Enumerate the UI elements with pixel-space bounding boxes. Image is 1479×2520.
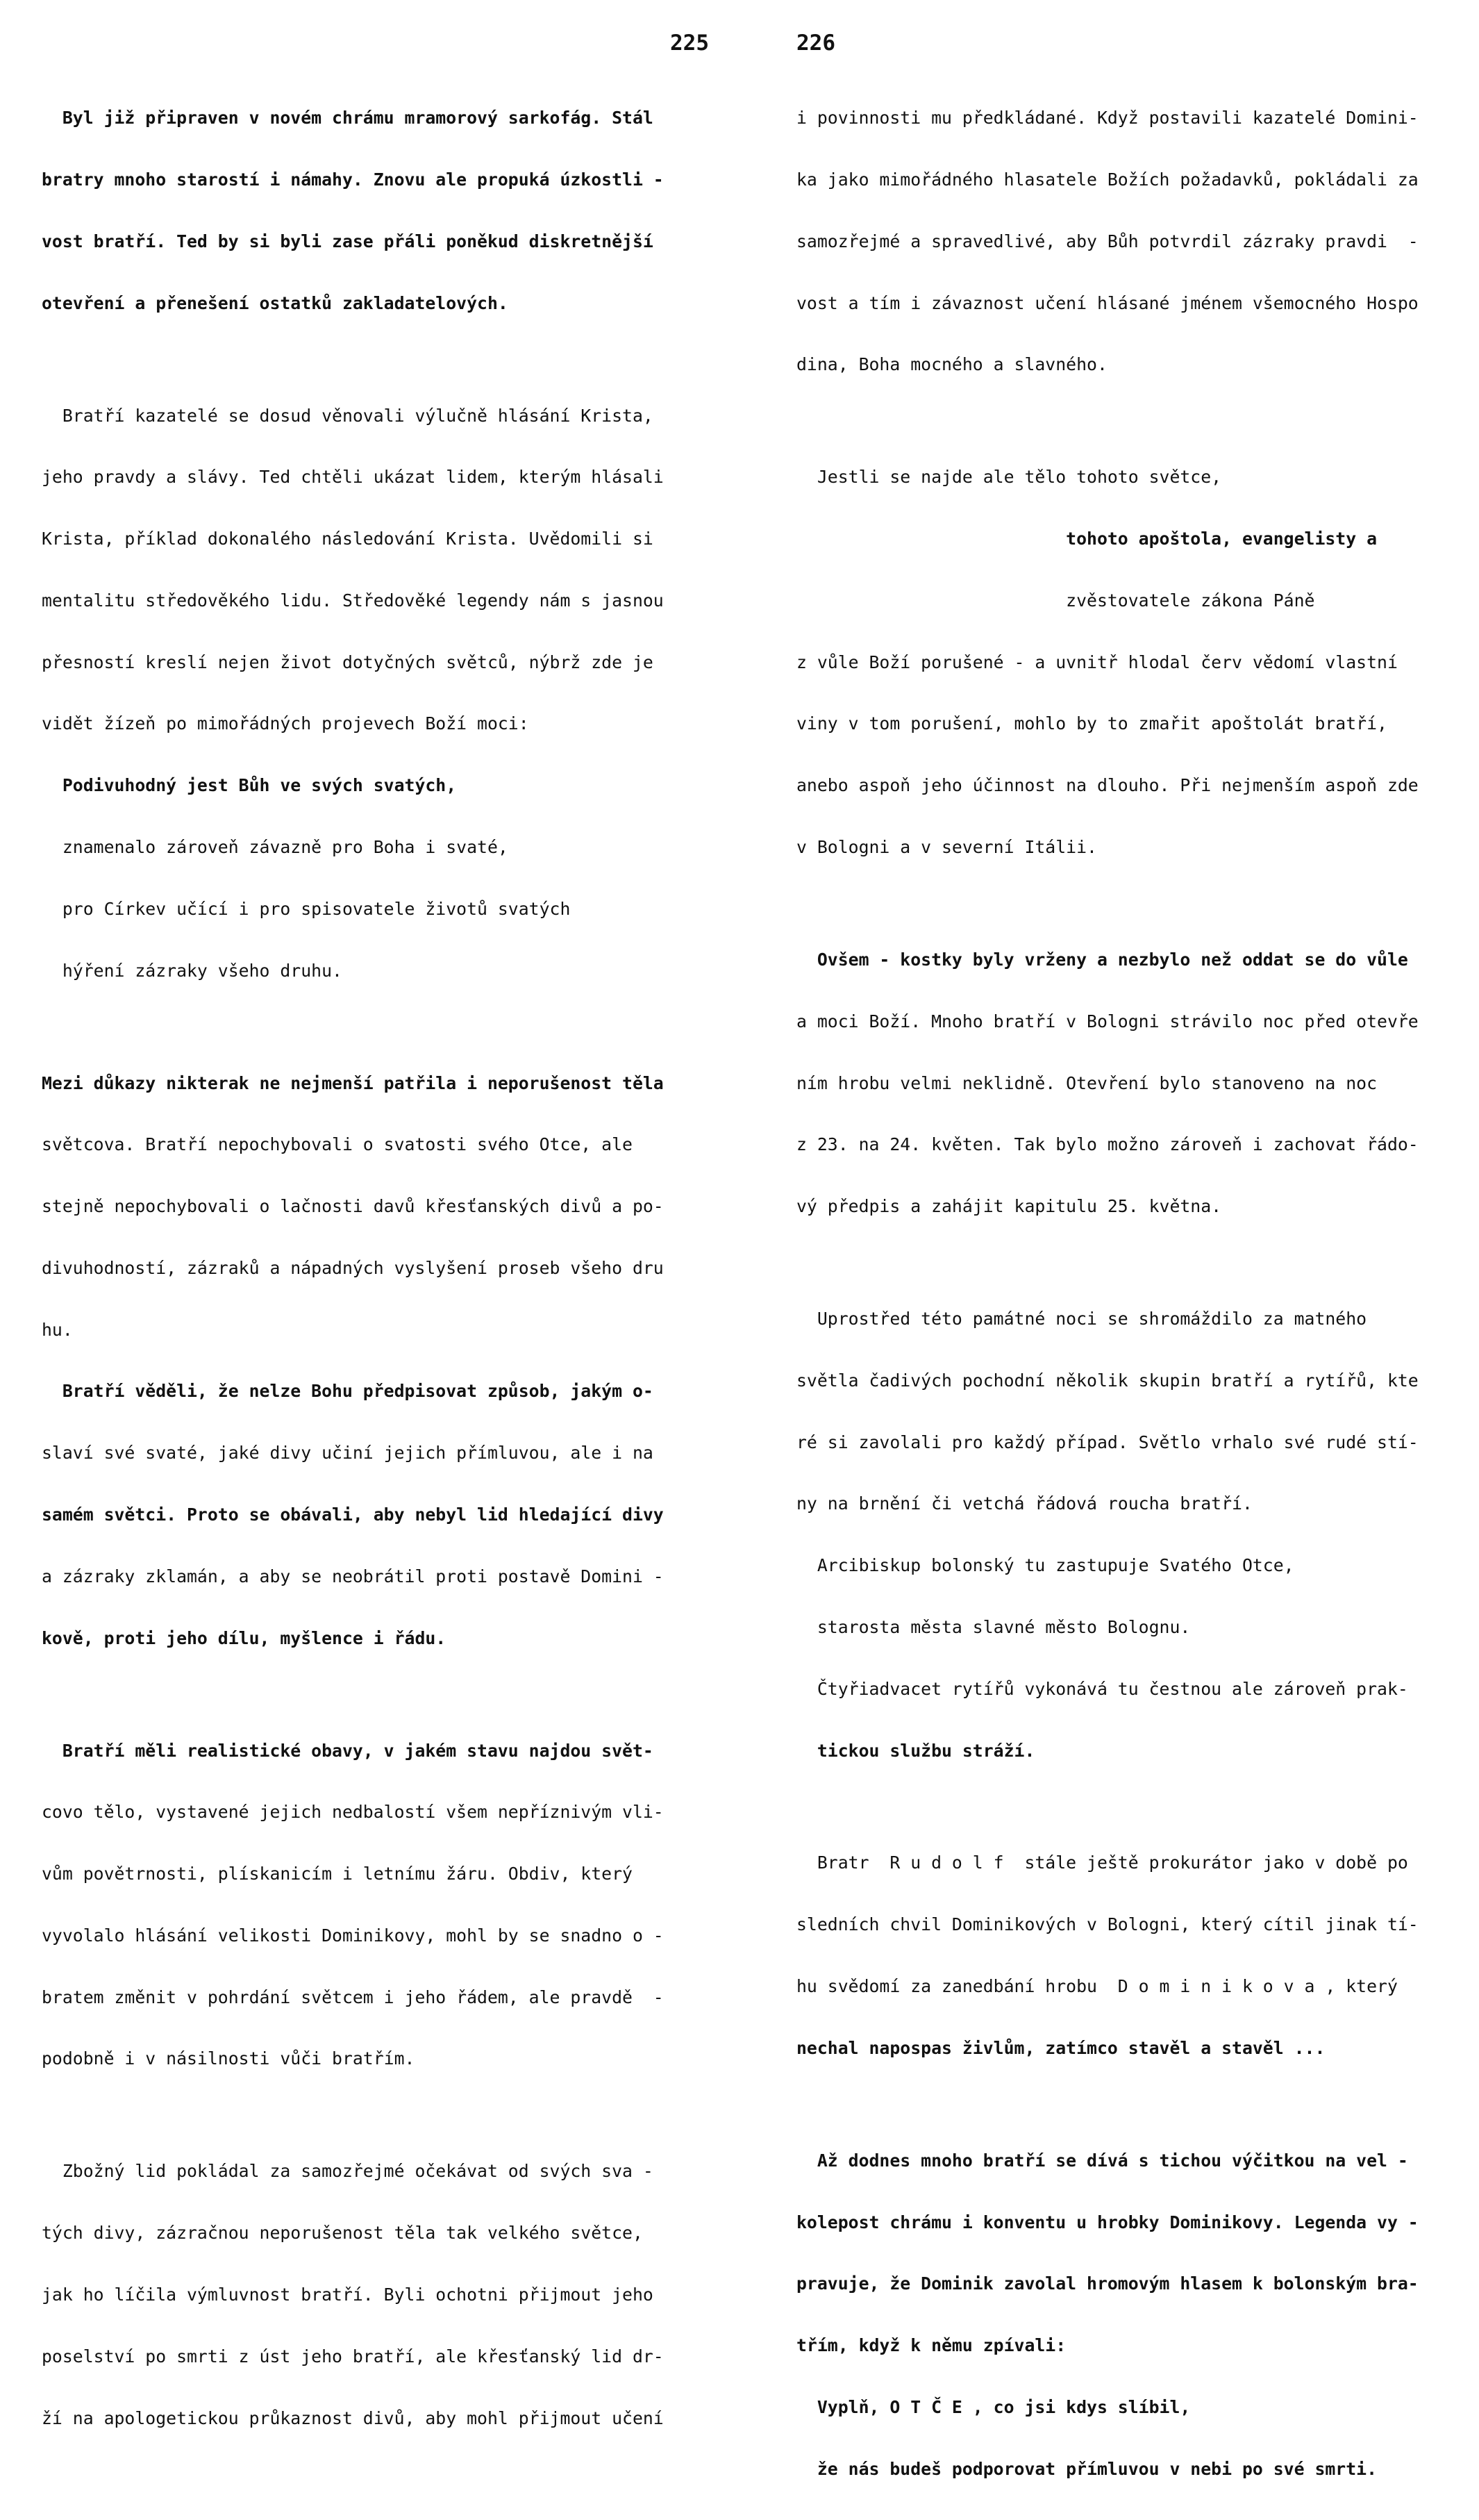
text-line: hu. (42, 1319, 73, 1340)
text-line: a moci Boží. Mnoho bratří v Bologni strávilo noc před otevře (796, 1011, 1419, 1031)
text-line: světla čadivých pochodní několik skupin bratří a rytířů, kte (796, 1370, 1419, 1391)
text-line: z vůle Boží porušené - a uvnitř hlodal červ vědomí vlastní (796, 652, 1398, 672)
text-line: dina, Boha mocného a slavného. (796, 354, 1108, 375)
left-page (0, 0, 740, 2428)
text-line: jak ho líčila výmluvnost bratří. Byli ochotni přijmout jeho (42, 2284, 653, 2305)
text-line: Bratr R u d o l f stále ještě prokurátor jako v době po (796, 1852, 1408, 1873)
text-line: vům povětrnosti, plískanicím i letnímu žáru. Obdiv, který (42, 1864, 633, 1884)
text-line: sledních chvil Dominikových v Bologni, který cítil jinak tí- (796, 1914, 1419, 1935)
text-line: Mezi důkazy nikterak ne nejmenší patřila i neporušenost těla (42, 1072, 664, 1093)
text-line: Krista, příklad dokonalého následování Krista. Uvědomili si (42, 529, 653, 549)
text-line: jeho pravdy a slávy. Ted chtěli ukázat lidem, kterým hlásali (42, 467, 664, 488)
text-line: Bratří kazatelé se dosud věnovali výlučně hlásání Krista, (42, 405, 653, 426)
paragraph-gap (796, 899, 1470, 909)
text-line: Uprostřed této památné noci se shromáždilo za matného (796, 1309, 1367, 1329)
text-line: slaví své svaté, jaké divy učiní jejich přímluvou, ale i na (42, 1443, 653, 1464)
paragraph-gap (796, 2100, 1470, 2109)
text-line: anebo aspoň jeho účinnost na dlouho. Při nejmenším aspoň zde (796, 775, 1419, 796)
text-line: Arcibiskup bolonský tu zastupuje Svatého Otce, (796, 1555, 1294, 1576)
text-line: otevření a přenešení ostatků zakladatelových. (42, 292, 508, 313)
text-line: mentalitu středověkého lidu. Středověké legendy nám s jasnou (42, 590, 664, 611)
text-line: vidět žízeň po mimořádných projevech Boží moci: (42, 713, 529, 734)
text-line: bratem změnit v pohrdání světcem i jeho řádem, ale pravdě - (42, 1987, 664, 2007)
text-line: Čtyřiadvacet rytířů vykonává tu čestnou ale zároveň prak- (796, 1678, 1408, 1699)
text-line: nechal napospas živlům, zatímco stavěl a stavěl ... (796, 2037, 1326, 2058)
text-line: znamenalo zároveň závazně pro Boha i svaté, (42, 836, 508, 857)
text-line: Jestli se najde ale tělo tohoto světce, (796, 467, 1222, 488)
page-text (42, 67, 726, 2469)
paragraph-gap (796, 1258, 1470, 1268)
text-line: Až dodnes mnoho bratří se dívá s tichou výčitkou na vel - (796, 2150, 1408, 2171)
right-page (740, 0, 1479, 2479)
page-text (796, 67, 1470, 2520)
text-line: hýření zázraky všeho druhu. (42, 960, 342, 981)
text-line: Zbožný lid pokládal za samozřejmé očekávat od svých sva - (42, 2161, 653, 2182)
text-line: Ovšem - kostky byly vrženy a nezbylo než oddat se do vůle (796, 949, 1408, 970)
text-line: přesností kreslí nejen život dotyčných světců, nýbrž zde je (42, 652, 653, 672)
text-line: pravuje, že Dominik zavolal hromovým hlasem k bolonským bra- (796, 2273, 1419, 2294)
text-line: covo tělo, vystavené jejich nedbalostí všem nepříznivým vli- (42, 1802, 664, 1823)
text-line: ré si zavolali pro každý případ. Světlo vrhalo své rudé stí- (796, 1432, 1419, 1452)
text-line: divuhodností, zázraků a nápadných vyslyšení proseb všeho dru (42, 1257, 664, 1278)
page-number: 226 (796, 31, 835, 56)
text-line: Bratří měli realistické obavy, v jakém stavu najdou svět- (42, 1740, 653, 1761)
paragraph-gap (42, 1022, 726, 1031)
text-line: tohoto apoštola, evangelisty a (796, 529, 1378, 549)
text-line: poselství po smrti z úst jeho bratří, ale křesťanský lid dr- (42, 2346, 664, 2366)
text-line: Vyplň, O T Č E , co jsi kdys slíbil, (796, 2396, 1191, 2417)
paragraph-gap (42, 354, 726, 364)
text-line: a zázraky zklamán, a aby se neobrátil proti postavě Domini - (42, 1566, 664, 1586)
text-line: stejně nepochybovali o lačnosti davů křesťanských divů a po- (42, 1196, 664, 1217)
text-line: že nás budeš podporovat přímluvou v nebi po své smrti. (796, 2458, 1378, 2479)
text-line: kově, proti jeho dílu, myšlence i řádu. (42, 1627, 446, 1648)
text-line: ním hrobu velmi neklidně. Otevření bylo stanoveno na noc (796, 1072, 1378, 1093)
text-line: z 23. na 24. květen. Tak bylo možno zároveň i zachovat řádo- (796, 1134, 1419, 1155)
text-line: bratry mnoho starostí i námahy. Znovu ale propuká úzkostli - (42, 169, 664, 190)
text-line: vost bratří. Ted by si byli zase přáli poněkud diskretnější (42, 231, 653, 251)
text-line: tých divy, zázračnou neporušenost těla tak velkého světce, (42, 2223, 643, 2244)
text-line: Podivuhodný jest Bůh ve svých svatých, (42, 775, 457, 796)
text-line: Byl již připraven v novém chrámu mramorový sarkofág. Stál (42, 108, 653, 129)
text-line: podobně i v násilnosti vůči bratřím. (42, 2048, 415, 2069)
text-line: ží na apologetickou průkaznost divů, aby mohl přijmout učení (42, 2407, 664, 2428)
text-line: starosta města slavné město Bolognu. (796, 1616, 1191, 1637)
text-line: tickou službu stráží. (796, 1740, 1035, 1761)
text-line: vý předpis a zahájit kapitulu 25. května. (796, 1196, 1222, 1217)
text-line: samozřejmé a spravedlivé, aby Bůh potvrdil zázraky pravdi - (796, 231, 1419, 251)
text-line: kolepost chrámu i konventu u hrobky Dominikovy. Legenda vy - (796, 2212, 1419, 2232)
text-line: hu svědomí za zanedbání hrobu D o m i n i k o v a , který (796, 1976, 1398, 1997)
paragraph-gap (42, 2110, 726, 2120)
text-line: vost a tím i závaznost učení hlásané jménem všemocného Hospo (796, 292, 1419, 313)
text-line: pro Církev učící i pro spisovatele životů svatých (42, 898, 571, 919)
text-line: i povinnosti mu předkládané. Když postavili kazatelé Domini- (796, 108, 1419, 129)
text-line: zvěstovatele zákona Páně (796, 590, 1315, 611)
text-line: světcova. Bratří nepochybovali o svatosti svého Otce, ale (42, 1134, 633, 1155)
text-line: samém světci. Proto se obávali, aby nebyl lid hledající divy (42, 1504, 664, 1525)
paragraph-gap (796, 1802, 1470, 1812)
paragraph-gap (796, 416, 1470, 426)
text-line: viny v tom porušení, mohlo by to zmařit apoštolát bratří, (796, 713, 1387, 734)
text-line: Bratří věděli, že nelze Bohu předpisovat způsob, jakým o- (42, 1381, 653, 1402)
page-number: 225 (670, 31, 709, 56)
text-line: třím, když k němu zpívali: (796, 2335, 1067, 2356)
text-line: ka jako mimořádného hlasatele Božích požadavků, pokládali za (796, 169, 1419, 190)
text-line: vyvolalo hlásání velikosti Dominikovy, mohl by se snadno o - (42, 1925, 664, 1946)
text-line: v Bologni a v severní Itálii. (796, 836, 1097, 857)
paragraph-gap (42, 1689, 726, 1699)
text-line: ny na brnění či vetchá řádová roucha bratří. (796, 1493, 1253, 1514)
